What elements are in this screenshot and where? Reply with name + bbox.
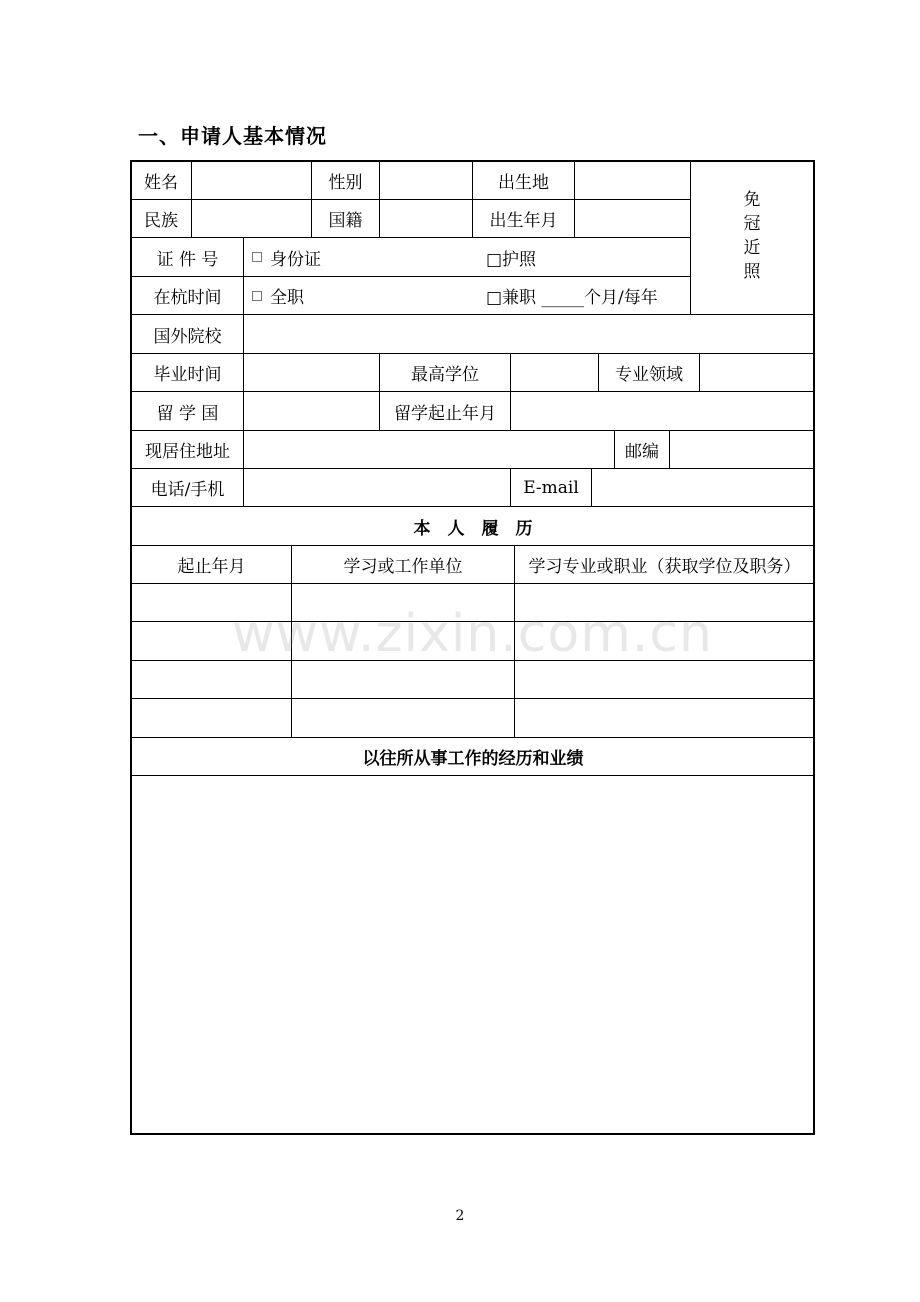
photo-char: 近 xyxy=(743,238,761,258)
photo-char: 冠 xyxy=(743,214,761,234)
phone-label: 电话/手机 xyxy=(150,480,225,500)
study-period-field[interactable] xyxy=(511,392,814,430)
id-card-option[interactable] xyxy=(252,238,452,276)
photo-placeholder xyxy=(691,162,813,314)
time-in-hz-label: 在杭时间 xyxy=(153,288,222,308)
field-input[interactable] xyxy=(700,354,814,391)
checkbox-icon[interactable] xyxy=(252,252,262,262)
email-label: E-mail xyxy=(523,477,579,498)
birth-date-label: 出生年月 xyxy=(489,211,558,231)
name-field[interactable] xyxy=(192,161,311,199)
photo-char: 免 xyxy=(743,190,761,210)
full-time-option[interactable] xyxy=(252,277,452,314)
study-country-label: 留 学 国 xyxy=(156,403,219,424)
birthplace-label: 出生地 xyxy=(498,172,549,193)
resume-header-period: 起止年月 xyxy=(177,557,246,577)
page-number: 2 xyxy=(455,1208,465,1224)
address-field[interactable] xyxy=(244,431,614,468)
birthplace-field[interactable] xyxy=(575,161,690,199)
ethnicity-label: 民族 xyxy=(144,211,178,231)
phone-field[interactable] xyxy=(244,469,510,506)
nationality-label: 国籍 xyxy=(328,211,363,231)
section-title: 一、申请人基本情况 xyxy=(138,124,327,148)
postcode-label: 邮编 xyxy=(625,442,659,462)
part-time-option[interactable]: □兼职 _____个月/每年 xyxy=(486,288,658,308)
checkbox-icon[interactable] xyxy=(252,291,262,301)
id-number-label: 证 件 号 xyxy=(156,249,219,270)
ethnicity-field[interactable] xyxy=(192,200,311,237)
table-row[interactable] xyxy=(132,661,814,698)
full-time-label: 全职 xyxy=(270,288,304,308)
highest-degree-label: 最高学位 xyxy=(411,365,479,385)
resume-header-major: 学习专业或职业（获取学位及职务） xyxy=(528,557,801,577)
resume-title: 本 人 履 历 xyxy=(413,518,533,539)
photo-char: 照 xyxy=(743,262,761,282)
birth-date-field[interactable] xyxy=(575,200,690,237)
foreign-school-field[interactable] xyxy=(244,315,814,353)
gender-field[interactable] xyxy=(380,161,472,199)
nationality-field[interactable] xyxy=(380,200,472,237)
postcode-field[interactable] xyxy=(670,431,814,468)
experience-title: 以往所从事工作的经历和业绩 xyxy=(362,749,584,769)
experience-field[interactable] xyxy=(132,776,814,1133)
foreign-school-label: 国外院校 xyxy=(153,326,222,347)
study-period-label: 留学起止年月 xyxy=(394,403,496,424)
grad-time-field[interactable] xyxy=(244,354,379,391)
gender-label: 性别 xyxy=(328,172,363,193)
address-label: 现居住地址 xyxy=(145,442,230,462)
name-label: 姓名 xyxy=(144,172,178,193)
passport-option[interactable]: □护照 xyxy=(486,249,537,270)
grad-time-label: 毕业时间 xyxy=(153,365,222,385)
highest-degree-field[interactable] xyxy=(511,354,598,391)
watermark: www.zixin.com.cn xyxy=(232,604,713,664)
study-country-field[interactable] xyxy=(244,392,379,430)
resume-header-unit: 学习或工作单位 xyxy=(343,557,463,577)
email-field[interactable] xyxy=(592,469,814,506)
table-row[interactable] xyxy=(132,699,814,737)
id-card-label: 身份证 xyxy=(270,249,321,270)
field-label: 专业领域 xyxy=(615,365,683,385)
